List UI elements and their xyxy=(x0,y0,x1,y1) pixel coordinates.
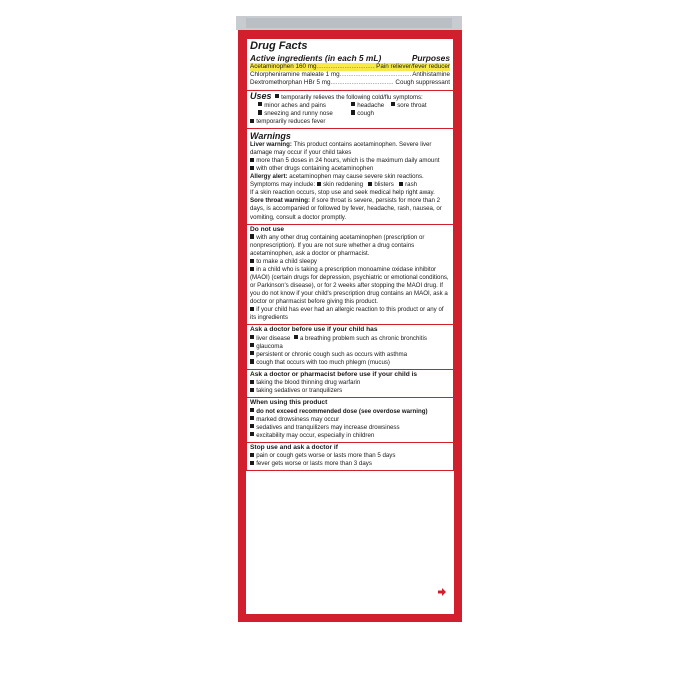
divider xyxy=(247,224,453,225)
carton-flap xyxy=(246,18,452,28)
list-item xyxy=(250,266,450,306)
divider xyxy=(247,369,453,370)
list-item-text: more than 5 doses in 24 hours, which is the maximum daily amount xyxy=(256,157,440,165)
list-item xyxy=(250,432,450,440)
list-item-text: with other drugs containing acetaminophen xyxy=(256,165,374,173)
symptoms-intro: Symptoms may include: xyxy=(250,181,316,189)
bullet-icon xyxy=(351,102,355,106)
list-item xyxy=(250,424,450,432)
list-item xyxy=(250,157,450,165)
list-item-text: minor aches and pains xyxy=(264,101,326,109)
list-item xyxy=(250,359,450,367)
drug-facts-title: Drug Facts xyxy=(250,40,308,52)
ask-doctor-heading: Ask a doctor before use if your child has xyxy=(250,326,378,334)
bullet-icon xyxy=(250,343,254,347)
bullet-icon xyxy=(351,110,355,114)
when-using-heading: When using this product xyxy=(250,399,328,407)
bullet-icon xyxy=(250,166,254,170)
bullet-icon xyxy=(368,182,372,186)
bullet-icon xyxy=(258,110,262,114)
liver-warning xyxy=(250,141,450,157)
stop-use-heading: Stop use and ask a doctor if xyxy=(250,443,338,451)
ingredient-row xyxy=(250,79,450,87)
right-arrow-icon xyxy=(438,588,446,596)
liver-warning-text: This product contains acetaminophen. Severe liver damage may occur if your child takes xyxy=(250,141,432,157)
warnings-section xyxy=(246,129,454,471)
list-item xyxy=(250,452,450,460)
drug-facts-panel xyxy=(246,38,454,614)
list-item-text: fever gets worse or lasts more than 3 days xyxy=(256,460,372,468)
list-item xyxy=(258,102,351,110)
list-item-text: rash xyxy=(405,181,418,189)
list-item xyxy=(250,258,450,266)
sore-throat-warning xyxy=(250,197,450,221)
bullet-icon xyxy=(250,158,254,162)
list-item xyxy=(351,102,391,110)
bullet-icon xyxy=(250,359,254,363)
allergy-alert xyxy=(250,173,450,181)
list-item-text: pain or cough gets worse or lasts more than 5 days xyxy=(256,452,396,460)
bullet-icon xyxy=(317,182,321,186)
active-ingredients-header xyxy=(250,53,450,63)
bullet-icon xyxy=(250,335,254,339)
ingredient-name: Chlorpheniramine maleate 1 mg ..... xyxy=(250,71,411,79)
bullet-icon xyxy=(250,416,254,420)
bullet-icon xyxy=(250,259,254,263)
carton-top xyxy=(236,16,462,30)
sore-throat-label: Sore throat warning: xyxy=(250,197,311,205)
ingredient-name: Acetaminophen 160 mg ..... xyxy=(250,63,375,71)
list-item-text: excitability may occur, especially in children xyxy=(256,431,375,439)
list-item xyxy=(250,408,450,416)
divider xyxy=(247,324,453,325)
ingredient-row xyxy=(250,71,450,79)
list-item-text: to make a child sleepy xyxy=(256,258,317,266)
list-item-text: marked drowsiness may occur xyxy=(256,415,340,423)
uses-intro: temporarily relieves the following cold/flu symptoms: xyxy=(281,93,423,101)
list-item xyxy=(258,110,351,118)
uses-list xyxy=(250,102,450,118)
ask-pharmacist-heading: Ask a doctor or pharmacist before use if your child is xyxy=(250,370,418,378)
list-item-text: taking the blood thinning drug warfarin xyxy=(256,379,361,387)
bullet-icon xyxy=(250,307,254,311)
allergy-alert-text: acetaminophen may cause severe skin reactions. xyxy=(289,173,424,181)
list-item xyxy=(250,343,450,351)
list-item-text: taking sedatives or tranquilizers xyxy=(256,387,343,395)
list-item xyxy=(250,335,450,343)
do-not-use-heading: Do not use xyxy=(250,225,285,233)
list-item-text: liver disease xyxy=(256,334,291,342)
list-item-text: in a child who is taking a prescription monoamine oxidase inhibitor (MAOI) (certain drugs for depression, psychiatric or emotional conditions, or Parkinson's disease), or for 2 weeks after stopping the MAOI drug. If you do not know if your child's prescription drug contains an MAOI, ask a doctor or pharmacist before giving this product. xyxy=(250,266,449,306)
bullet-icon xyxy=(250,432,254,436)
active-ingredients-label: Active ingredients (in each 5 mL) xyxy=(250,53,382,63)
bullet-icon xyxy=(275,94,279,98)
divider xyxy=(247,397,453,398)
ingredient-purpose: Cough suppressant xyxy=(395,79,450,87)
list-item-text: sneezing and runny nose xyxy=(264,109,333,117)
bullet-icon xyxy=(250,388,254,392)
bullet-icon xyxy=(391,102,395,106)
skin-reaction-text: If a skin reaction occurs, stop use and seek medical help right away. xyxy=(250,189,435,197)
bullet-icon xyxy=(399,182,403,186)
warnings-heading: Warnings xyxy=(250,131,291,142)
allergy-alert-label: Allergy alert: xyxy=(250,173,288,181)
purposes-label: Purposes xyxy=(411,53,450,63)
list-item-text: cough xyxy=(357,109,374,117)
list-item xyxy=(250,460,450,468)
list-item xyxy=(250,118,450,126)
uses-heading: Uses xyxy=(250,90,272,101)
ingredient-row xyxy=(250,63,450,71)
list-item-text: skin reddening xyxy=(323,181,364,189)
list-item-text: sore throat xyxy=(397,101,427,109)
uses-intro-line xyxy=(250,92,450,102)
list-item-text: blisters xyxy=(374,181,394,189)
uses-section xyxy=(246,91,454,130)
bullet-icon xyxy=(258,102,262,106)
list-item xyxy=(250,165,450,173)
list-item-text: with any other drug containing acetaminophen (prescription or nonprescription). If you are not sure whether a drug contains acetaminophen, ask a doctor or pharmacist. xyxy=(250,233,425,257)
list-item xyxy=(351,110,391,118)
sore-throat-text: if sore throat is severe, persists for more than 2 days, is accompanied or followed by fever, headache, rash, nausea, or vomiting, consult a doctor promptly. xyxy=(250,197,442,221)
active-ingredients-section xyxy=(246,38,454,91)
list-item-text: do not exceed recommended dose (see overdose warning) xyxy=(256,407,428,415)
ingredient-purpose: Pain reliever/fever reducer xyxy=(376,63,450,70)
bullet-icon xyxy=(250,380,254,384)
list-item-text: a breathing problem such as chronic bronchitis xyxy=(299,334,427,342)
bullet-icon xyxy=(250,408,254,412)
list-item xyxy=(250,416,450,424)
list-item xyxy=(391,102,441,110)
list-item-text: headache xyxy=(357,101,385,109)
bullet-icon xyxy=(250,119,254,123)
carton-back-panel xyxy=(238,30,462,622)
list-item-text: glaucoma xyxy=(256,342,283,350)
list-item-text: cough that occurs with too much phlegm (mucus) xyxy=(256,358,390,366)
list-item xyxy=(250,379,450,387)
bullet-icon xyxy=(294,335,298,339)
list-item-text: sedatives and tranquilizers may increase drowsiness xyxy=(256,423,400,431)
list-item-text: temporarily reduces fever xyxy=(256,118,326,126)
bullet-icon xyxy=(250,424,254,428)
liver-warning-label: Liver warning: xyxy=(250,141,292,149)
list-item xyxy=(250,306,450,322)
ingredient-name: Dextromethorphan HBr 5 mg ..... xyxy=(250,79,394,87)
bullet-icon xyxy=(250,461,254,465)
list-item xyxy=(250,234,450,258)
list-item-text: persistent or chronic cough such as occurs with asthma xyxy=(256,350,408,358)
bullet-icon xyxy=(250,234,254,238)
list-item-text: if your child has ever had an allergic reaction to this product or any of its ingredients xyxy=(250,306,444,322)
symptoms-line xyxy=(250,181,450,189)
bullet-icon xyxy=(250,453,254,457)
list-item xyxy=(250,351,450,359)
bullet-icon xyxy=(250,351,254,355)
list-item xyxy=(250,387,450,395)
divider xyxy=(247,442,453,443)
bullet-icon xyxy=(250,267,254,271)
ingredient-purpose: Antihistamine xyxy=(412,71,450,79)
